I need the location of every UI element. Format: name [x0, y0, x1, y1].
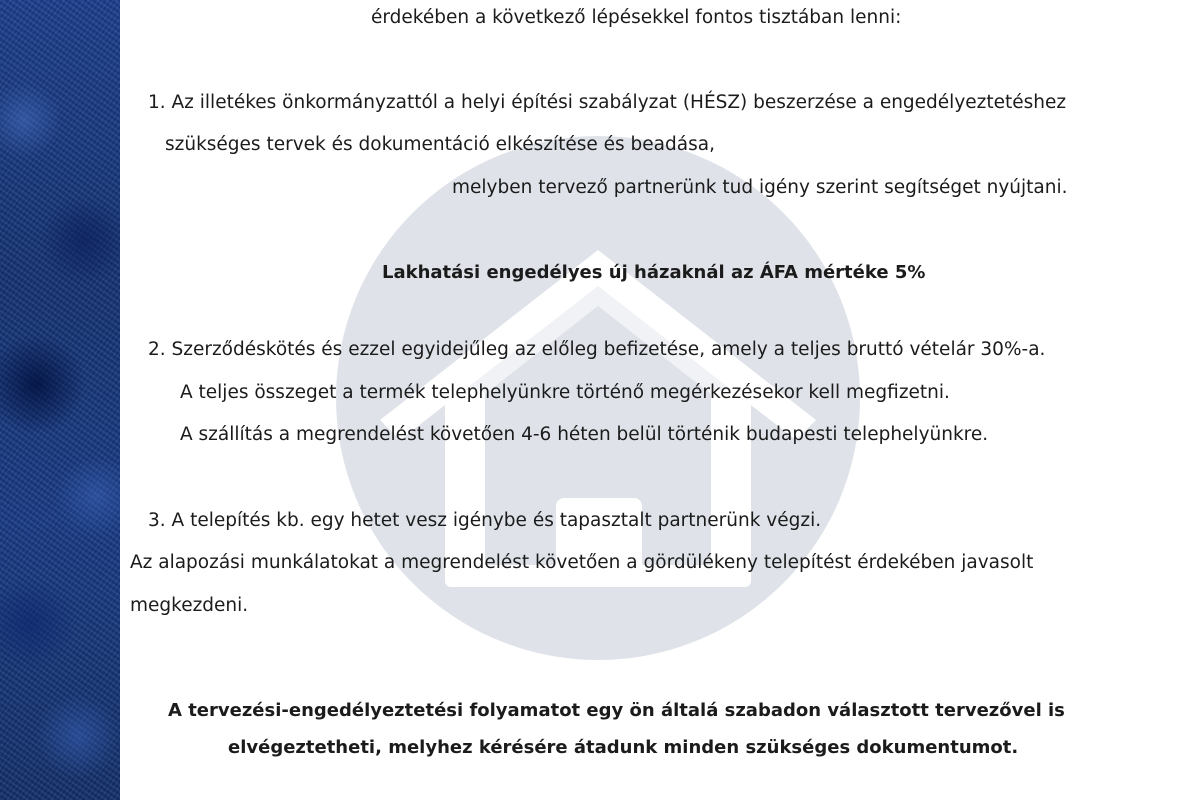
- closing-line-2: elvégeztetheti, melyhez kérésére átadunk minden szükséges dokumentumot.: [228, 737, 1019, 758]
- step-2-line-3: A szállítás a megrendelést követően 4-6 héten belül történik budapesti telephelyünkre.: [180, 424, 989, 445]
- step-2-line-1: 2. Szerződéskötés és ezzel egyidejűleg az előleg befizetése, amely a teljes bruttó vételár 30%-a.: [148, 339, 1046, 360]
- step-3-line-1: 3. A telepítés kb. egy hetet vesz igénybe és tapasztalt partnerünk végzi.: [148, 510, 822, 531]
- step-3-line-2: Az alapozási munkálatokat a megrendelést követően a gördülékeny telepítést érdekében javasolt: [130, 552, 1034, 573]
- step-1-line-2: szükséges tervek és dokumentáció elkészítése és beadása,: [165, 134, 715, 155]
- vat-note: Lakhatási engedélyes új házaknál az ÁFA mértéke 5%: [382, 262, 926, 283]
- step-3-line-3: megkezdeni.: [130, 595, 249, 616]
- closing-line-1: A tervezési-engedélyeztetési folyamatot egy ön általá szabadon választott tervezővel is: [168, 700, 1065, 721]
- step-1-line-1: 1. Az illetékes önkormányzattól a helyi építési szabályzat (HÉSZ) beszerzése a engedélyeztetéshez: [148, 92, 1067, 113]
- step-2-line-2: A teljes összeget a termék telephelyünkre történő megérkezésekor kell megfizetni.: [180, 382, 950, 403]
- intro-line: érdekében a következő lépésekkel fontos tisztában lenni:: [371, 7, 902, 28]
- step-1-line-3: melyben tervező partnerünk tud igény szerint segítséget nyújtani.: [452, 177, 1068, 198]
